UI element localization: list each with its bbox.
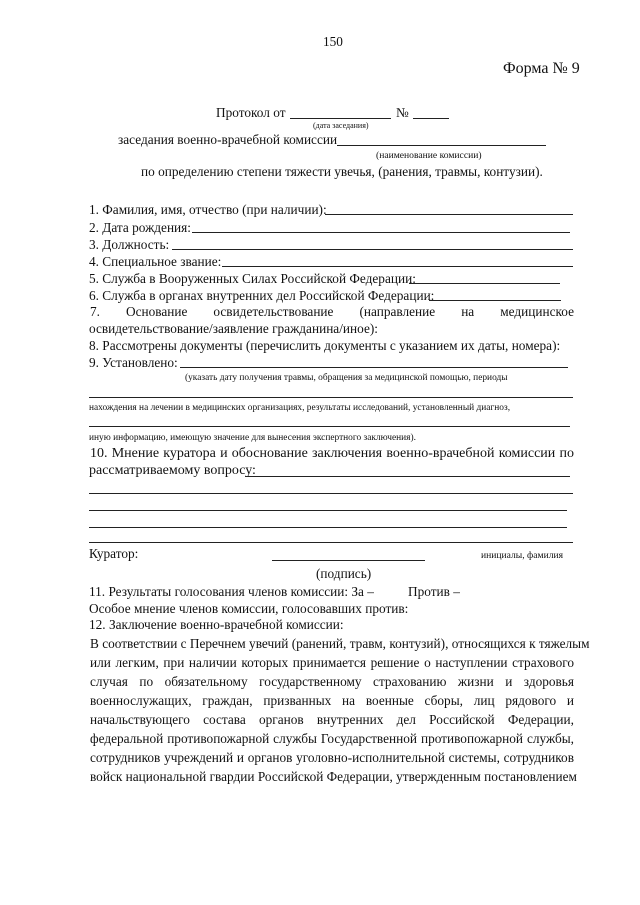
- item9-hint2: нахождения на лечении в медицинских организациях, результаты исследований, установленный диагноз,: [89, 403, 511, 413]
- date-caption: (дата заседания): [313, 121, 369, 130]
- curator-name-caption: инициалы, фамилия: [481, 550, 564, 561]
- item12-paragraph-line: военнослужащих, граждан, призванных на военные сборы, лиц рядового и: [90, 693, 574, 708]
- armed-forces-field[interactable]: [409, 283, 560, 284]
- opinion-field-line5[interactable]: [89, 542, 573, 543]
- item12-paragraph-line: или легким, при наличии которых принимается решение о наступлении страхового: [90, 655, 574, 670]
- commission-caption: (наименование комиссии): [376, 150, 482, 161]
- field-label-armed-forces: 5. Служба в Вооруженных Силах Российской Федерации:: [89, 271, 416, 286]
- signature-caption: (подпись): [316, 566, 372, 581]
- opinion-field-line2[interactable]: [89, 493, 573, 494]
- curator-label: Куратор:: [89, 546, 139, 561]
- item12-paragraph-line: федеральной противопожарной службы Государственной противопожарной службы,: [90, 731, 574, 746]
- field-label-rank: 4. Специальное звание:: [89, 254, 222, 269]
- established-field-line3[interactable]: [89, 426, 570, 427]
- established-field-line2[interactable]: [89, 397, 573, 398]
- field-label-fullname: 1. Фамилия, имя, отчество (при наличии):: [89, 202, 327, 217]
- item11-label: 11. Результаты голосования членов комиссии: За –: [89, 584, 374, 599]
- subject-line: по определению степени тяжести увечья, (ранения, травмы, контузии).: [141, 164, 543, 179]
- item12-paragraph-line: начальствующего состава органов внутренних дел Российской Федерации,: [90, 712, 574, 727]
- votes-against-label: Против –: [408, 584, 460, 599]
- field-label-internal-affairs: 6. Служба в органах внутренних дел Российской Федерации:: [89, 288, 435, 303]
- item8-label: 8. Рассмотрены документы (перечислить документы с указанием их даты, номера):: [89, 338, 561, 353]
- item9-hint3: иную информацию, имеющую значение для вынесения экспертного заключения).: [89, 433, 416, 443]
- item12-paragraph-line: В соответствии с Перечнем увечий (ранений, травм, контузий), относящихся к тяжелым: [90, 636, 590, 651]
- opinion-field-line4[interactable]: [89, 527, 567, 528]
- field-label-birthdate: 2. Дата рождения:: [89, 220, 191, 235]
- protocol-number-field[interactable]: [413, 118, 449, 119]
- item9-hint1: (указать дату получения травмы, обращения за медицинской помощью, периоды: [185, 373, 508, 383]
- position-field[interactable]: [172, 249, 573, 250]
- protocol-date-field[interactable]: [290, 118, 391, 119]
- birthdate-field[interactable]: [192, 232, 570, 233]
- opinion-field-line3[interactable]: [89, 510, 567, 511]
- form-label: Форма № 9: [503, 60, 580, 77]
- item10-line1: 10. Мнение куратора и обоснование заключения военно-врачебной комиссии по: [90, 446, 574, 461]
- fullname-field[interactable]: [325, 214, 573, 215]
- item7-line1: 7. Основание освидетельствование (направление на медицинское: [90, 304, 574, 319]
- item10-line2: рассматриваемому вопросу:: [89, 463, 256, 478]
- meeting-prefix: заседания военно-врачебной комиссии: [118, 132, 338, 147]
- field-label-position: 3. Должность:: [89, 237, 170, 252]
- page-number: 150: [323, 34, 343, 49]
- item12-paragraph-line: сотрудников учреждений и органов уголовно-исполнительной системы, сотрудников: [90, 750, 574, 765]
- established-field[interactable]: [180, 367, 568, 368]
- opinion-field[interactable]: [245, 476, 570, 477]
- curator-signature-field[interactable]: [272, 560, 425, 561]
- commission-name-field[interactable]: [337, 145, 546, 146]
- item12-label: 12. Заключение военно-врачебной комиссии:: [89, 617, 344, 632]
- number-sign: №: [396, 105, 409, 120]
- item12-paragraph-line: случая по обязательному государственному страхованию жизни и здоровья: [90, 674, 574, 689]
- dissent-label: Особое мнение членов комиссии, голосовавших против:: [89, 601, 409, 616]
- item12-paragraph-line: войск национальной гвардии Российской Федерации, утвержденным постановлением: [90, 769, 577, 784]
- protocol-prefix: Протокол от: [216, 105, 286, 120]
- item9-label: 9. Установлено:: [89, 355, 178, 370]
- internal-affairs-field[interactable]: [429, 300, 561, 301]
- item7-line2: освидетельствование/заявление гражданина/иное):: [89, 321, 378, 336]
- rank-field[interactable]: [222, 266, 573, 267]
